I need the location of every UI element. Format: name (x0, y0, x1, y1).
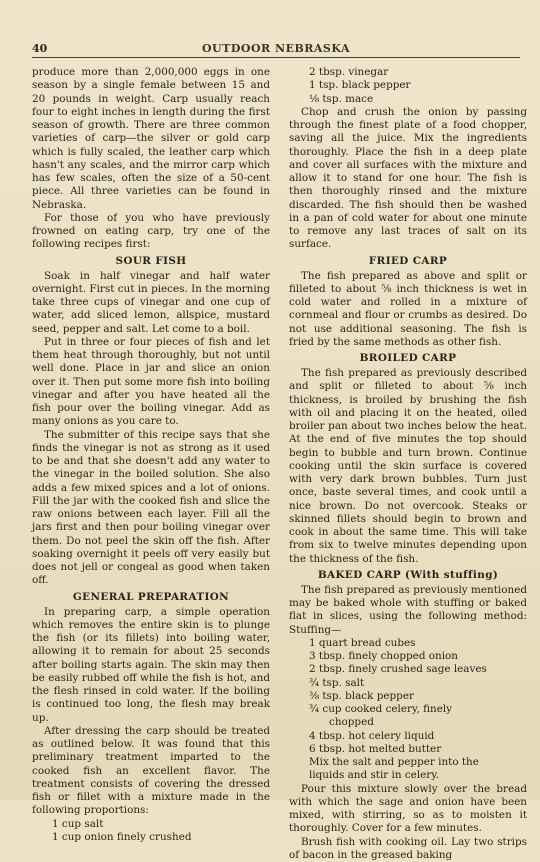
stuffing-line: chopped (289, 716, 527, 729)
section-heading-fried-carp: FRIED CARP (289, 255, 527, 268)
section-heading-broiled-carp: BROILED CARP (289, 352, 527, 365)
stuffing-line: liquids and stir in celery. (289, 769, 527, 782)
paragraph: Pour this mixture slowly over the bread with which the sage and onion have been mixed, with stirring, so as to moisten it thoroughly. Cover for a few minutes. (289, 783, 527, 836)
paragraph: The fish prepared as above and split or filleted to about ⅝ inch thickness is wet in cold water and rolled in a mixture of cornmeal and flour or crumbs as desired. Do not use additional seasoning. The fish is fried by the same methods as other fish. (289, 270, 527, 350)
section-heading-baked-carp: BAKED CARP (With stuffing) (289, 569, 527, 582)
ingredient-line: 2 tbsp. vinegar (289, 66, 527, 79)
paragraph: Chop and crush the onion by passing through the finest plate of a food chopper, saving all the juice. Mix the ingredients thoroughly. Place the fish in a deep plate and cover all surfaces with the mixture and allow it to stand for one hour. The fish is then thoroughly rinsed and the mixture discarded. The fish should then be washed in a pan of cold water for about one minute to remove any last traces of salt on its surface. (289, 106, 527, 252)
stuffing-line: 4 tbsp. hot celery liquid (289, 730, 527, 743)
paragraph: After dressing the carp should be treated as outlined below. It was found that this preliminary treatment imparted to the cooked fish an excellent flavor. The treatment consists of covering the dressed fish or fillet with a mixture made in the following proportions: (32, 725, 270, 818)
stuffing-line: 1 quart bread cubes (289, 637, 527, 650)
section-heading-general-preparation: GENERAL PREPARATION (32, 591, 270, 604)
stuffing-line: 2 tbsp. finely crushed sage leaves (289, 663, 527, 676)
paragraph: In preparing carp, a simple operation which removes the entire skin is to plunge the fish (or its fillets) into boiling water, allowing it to remain for about 25 seconds after boiling starts again. The skin may then be easily rubbed off while the fish is hot, and the flesh rinsed in cold water. If the boiling is continued too long, the flesh may break up. (32, 606, 270, 725)
ingredient-line: 1 cup onion finely crushed (32, 831, 270, 844)
stuffing-line: Mix the salt and pepper into the (289, 756, 527, 769)
right-column (289, 66, 527, 862)
stuffing-line: ¾ cup cooked celery, finely (289, 703, 527, 716)
left-column (32, 66, 270, 844)
paragraph: For those of you who have previously frowned on eating carp, try one of the following recipes first: (32, 212, 270, 252)
ingredient-line: 1 tsp. black pepper (289, 79, 527, 92)
paragraph: The fish prepared as previously described and split or filleted to about ⅝ inch thickness, is broiled by brushing the fish with oil and placing it on the heated, oiled broiler pan about two inches below the heat. At the end of five minutes the top should begin to bubble and turn brown. Continue cooking until the skin surface is covered with very dark brown bubbles. Turn just once, baste several times, and cook until a nice brown. Do not overcook. Steaks or skinned fillets should begin to brown and cook in about the same time. This will take from six to twelve minutes depending upon the thickness of the fish. (289, 367, 527, 566)
page-header (32, 42, 520, 60)
stuffing-line: 3 tbsp. finely chopped onion (289, 650, 527, 663)
stuffing-line: 6 tbsp. hot melted butter (289, 743, 527, 756)
ingredient-line: 1 cup salt (32, 818, 270, 831)
stuffing-line: ¾ tsp. salt (289, 677, 527, 690)
paragraph: produce more than 2,000,000 eggs in one season by a single female between 15 and 20 pounds in weight. Carp usually reach four to eight inches in length during the first season of growth. There are three common varieties of carp—the silver or gold carp which is fully scaled, the leather carp which hasn't any scales, and the mirror carp which has few scales, often the size of a 50-cent piece. All three varieties can be found in Nebraska. (32, 66, 270, 212)
stuffing-line: ⅜ tsp. black pepper (289, 690, 527, 703)
running-title: OUTDOOR NEBRASKA (202, 42, 350, 55)
paragraph: Brush fish with cooking oil. Lay two strips of bacon in the greased baking (289, 836, 527, 862)
paragraph: Soak in half vinegar and half water overnight. First cut in pieces. In the morning take three cups of vinegar and one cup of water, add sliced lemon, allspice, mustard seed, pepper and salt. Let come to a boil. (32, 270, 270, 336)
ingredient-line: ⅛ tsp. mace (289, 93, 527, 106)
header-rule (32, 57, 520, 58)
paragraph: Put in three or four pieces of fish and let them heat through thoroughly, but not until well done. Place in jar and slice an onion over it. Then put some more fish into boiling vinegar and after you have heated all the fish pour over the boiling vinegar. Add as many onions as you care to. (32, 336, 270, 429)
section-heading-sour-fish: SOUR FISH (32, 255, 270, 268)
page-number: 40 (32, 42, 47, 55)
paragraph: The fish prepared as previously mentioned may be baked whole with stuffing or baked flat in slices, using the following method: Stuffing— (289, 584, 527, 637)
paragraph: The submitter of this recipe says that she finds the vinegar is not as strong as it used to be and that she doesn't add any water to the vinegar in the boiled solution. She also adds a few mixed spices and a lot of onions. Fill the jar with the cooked fish and slice the raw onions between each layer. Fill all the jars first and then pour boiling vinegar over them. Do not peel the skin off the fish. After soaking overnight it peels off very easily but does not jell or congeal as good when taken off. (32, 429, 270, 588)
